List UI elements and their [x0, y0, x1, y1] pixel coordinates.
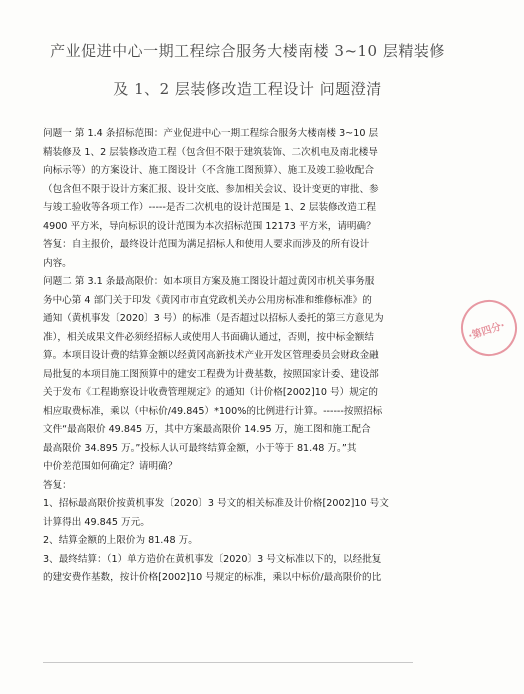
answer-line: 内容。 — [43, 257, 72, 269]
seal-text: ·第四分· — [466, 319, 507, 342]
document-title-line-2: 及 1、2 层装修改造工程设计 问题澄清 — [113, 80, 382, 98]
answer-line: 的建安费作基数，按计价格[2002]10 号规定的标准，乘以中标价/最高限价的比 — [43, 572, 382, 583]
body-line: 中价差范围如何确定？请明确？ — [43, 461, 178, 472]
document-title-line-1: 产业促进中心一期工程综合服务大楼南楼 3~10 层精装修 — [50, 42, 445, 60]
body-line: 算。本项目设计费的结算金额以经黄冈高新技术产业开发区管理委员会财政金融 — [43, 350, 379, 361]
official-seal-stamp — [454, 293, 524, 364]
answer-line: 计算得出 49.845 万元。 — [43, 516, 150, 528]
bottom-divider — [43, 662, 413, 663]
body-line: 向标示等）的方案设计、施工图设计（不含施工图预算）、施工及竣工验收配合 — [43, 165, 374, 176]
body-line: 文件“最高限价 49.845 万，其中方案最高限价 14.95 万，施工图和施工配合 — [43, 424, 371, 435]
body-line: 问题二 第 3.1 条最高限价：如本项目方案及施工图设计超过黄冈市机关事务服 — [43, 276, 375, 287]
document-body — [43, 125, 457, 588]
body-line: 与竣工验收等各项工作）-----是否二次机电的设计范围是 1、2 层装修改造工程 — [43, 202, 377, 213]
body-line: （包含但不限于设计方案汇报、设计交底、参加相关会议、设计变更的审批、参 — [43, 183, 379, 195]
body-line: 最高限价 34.895 万。”投标人认可最终结算金额，小于等于 81.48 万。”其 — [43, 442, 357, 454]
body-line: 精装修及 1、2 层装修改造工程（包含但不限于建筑装饰、二次机电及南北楼导 — [43, 146, 378, 158]
body-line: 4900 平方米，导向标识的设计范围为本次招标范围 12173 平方米，请明确？ — [43, 220, 376, 232]
body-line: 准），相关成果文件必须经招标人或使用人书面确认通过，否则，按中标金额结 — [43, 331, 374, 343]
answer-line: 答复：自主报价，最终设计范围为满足招标人和使用人要求而涉及的所有设计 — [43, 239, 370, 250]
answer-line: 1、招标最高限价按黄机事发〔2020〕3 号文的相关标准及计价格[2002]10 号文 — [43, 498, 389, 509]
body-line: 通知（黄机事发〔2020〕3 号）的标准（是否超过以招标人委托的第三方意见为 — [43, 313, 384, 324]
answer-line: 2、结算金额的上限价为 81.48 万。 — [43, 535, 198, 546]
body-line: 相应取费标准，乘以（中标价/49.845）*100%的比例进行计算。------按照招标 — [43, 405, 383, 417]
body-line: 关于发布《工程勘察设计收费管理规定》的通知（计价格[2002]10 号）规定的 — [43, 387, 378, 398]
answer-heading: 答复： — [43, 479, 72, 491]
body-line: 务中心第 4 部门关于印发《黄冈市市直党政机关办公用房标准和维修标准》的 — [43, 294, 372, 306]
answer-line: 3、最终结算：（1）单方造价在黄机事发〔2020〕3 号文标准以下的，以经批复 — [43, 553, 382, 565]
body-line: 局批复的本项目施工图预算中的建安工程费为计费基数，按照国家计委、建设部 — [43, 368, 379, 380]
body-line: 问题一 第 1.4 条招标范围：产业促进中心一期工程综合服务大楼南楼 3~10 层 — [43, 128, 379, 139]
